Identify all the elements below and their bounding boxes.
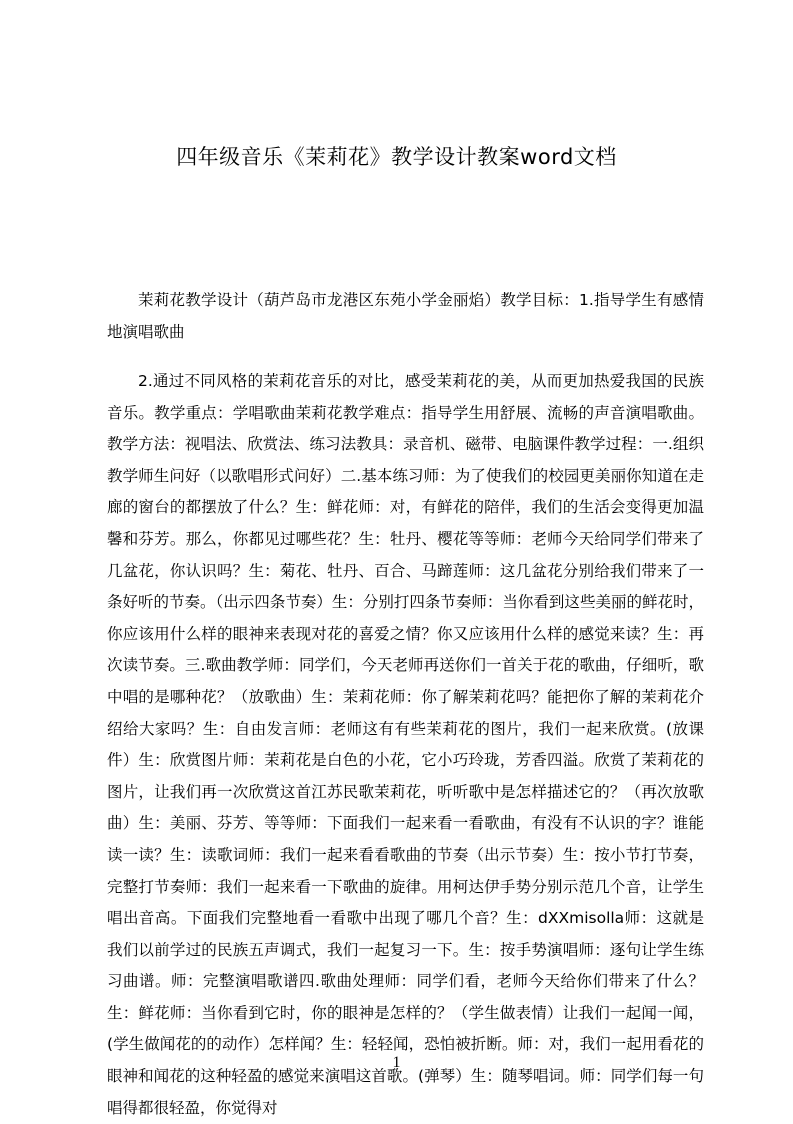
- paragraph-body: 2.通过不同风格的茉莉花音乐的对比，感受茉莉花的美，从而更加热爱我国的民族音乐。教学重点：学唱歌曲茉莉花教学难点：指导学生用舒展、流畅的声音演唱歌曲。教学方法：视唱法、欣赏法、练习法教具：录音机、磁带、电脑课件教学过程：一.组织教学师生问好（以歌唱形式问好）二.基本练习师：为了使我们的校园更美丽你知道在走廊的窗台的都摆放了什么？生：鲜花师：对，有鲜花的陪伴，我们的生活会变得更加温馨和芬芳。那么，你都见过哪些花？生：牡丹、樱花等等师：老师今天给同学们带来了几盆花，你认识吗？生：菊花、牡丹、百合、马蹄莲师：这几盆花分别给我们带来了一条好听的节奏。（出示四条节奏）生：分别打四条节奏师：当你看到这些美丽的鲜花时，你应该用什么样的眼神来表现对花的喜爱之情？你又应该用什么样的感觉来读？生：再次读节奏。三.歌曲教学师：同学们，今天老师再送你们一首关于花的歌曲，仔细听，歌中唱的是哪种花？（放歌曲）生：茉莉花师：你了解茉莉花吗？能把你了解的茉莉花介绍给大家吗？生：自由发言师：老师这有有些茉莉花的图片，我们一起来欣赏。(放课件）生：欣赏图片师：茉莉花是白色的小花，它小巧玲珑，芳香四溢。欣赏了茉莉花的图片，让我们再一次欣赏这首江苏民歌茉莉花，听听歌中是怎样描述它的？（再次放歌曲）生：美丽、芬芳、等等师：下面我们一起来看一看歌曲，有没有不认识的字？谁能读一读？生：读歌词师：我们一起来看看歌曲的节奏（出示节奏）生：按小节打节奏，完整打节奏师：我们一起来看一下歌曲的旋律。用柯达伊手势分别示范几个音，让学生唱出音高。下面我们完整地看一看歌中出现了哪几个音？生：dXXmisolla师：这就是我们以前学过的民族五声调式，我们一起复习一下。生：按手势演唱师：逐句让学生练习曲谱。师：完整演唱歌谱四.歌曲处理师：同学们看，老师今天给你们带来了什么？生：鲜花师：当你看到它时，你的眼神是怎样的？（学生做表情）让我们一起闻一闻，(学生做闻花的的动作）怎样闻？生：轻轻闻，恐怕被折断。师：对，我们一起用看花的眼神和闻花的这种轻盈的感觉来演唱这首歌。(弹琴）生：随琴唱词。师：同学们每一句唱得都很轻盈，你觉得对: [107, 372, 704, 1117]
- paragraph-intro: 茉莉花教学设计（葫芦岛市龙港区东苑小学金丽焰）教学目标：1.指导学生有感情地演唱歌曲: [107, 291, 704, 341]
- document-title: 四年级音乐《茉莉花》教学设计教案word文档: [176, 145, 617, 169]
- page-number: 1: [392, 1054, 401, 1071]
